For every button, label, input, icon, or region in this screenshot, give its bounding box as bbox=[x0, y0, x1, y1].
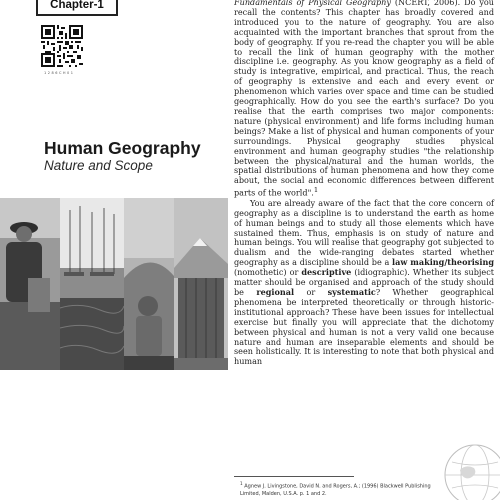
chapter-label: Chapter-1 bbox=[36, 0, 118, 16]
footnote-text: Agnew J. Livingstone, David N. and Rogers, A.; (1996) Blackwell Publishing Limited, Malden, U.S.A. p. 1 and 2. bbox=[240, 483, 431, 497]
body-text bbox=[234, 0, 494, 367]
qr-code-caption: 1 2 8 6 C H 0 1 bbox=[44, 71, 74, 75]
footnote bbox=[240, 480, 440, 498]
chapter-opening-panel bbox=[0, 0, 228, 500]
chapter-subtitle: Nature and Scope bbox=[44, 158, 153, 173]
photo-village bbox=[124, 198, 174, 370]
photo-mountain-hut bbox=[174, 198, 228, 370]
term-regional: regional bbox=[256, 286, 295, 297]
photo-collage bbox=[0, 198, 228, 370]
term-systematic: systematic bbox=[327, 286, 376, 297]
qr-code-icon[interactable] bbox=[41, 25, 83, 67]
photo-harbour bbox=[60, 198, 124, 370]
term-law-making: law making/theorising bbox=[392, 257, 494, 268]
footnote-number: 1 bbox=[240, 481, 243, 486]
globe-watermark-icon bbox=[440, 440, 500, 500]
footnote-divider bbox=[234, 476, 354, 477]
photo-farmer bbox=[0, 198, 60, 370]
paragraph-1: Fundamentals of Physical Geography (NCERT, 2006). Do you recall the contents? This chapter has broadly covered and introduced you to the nature of geography. You are also acquainted with the important branches that sprout from the body of geography. If you re-read the chapter you will be able to recall the link of human geography with the mother discipline i.e. geography. As you know geography as a field of study is integrative, empirical, and practical. Thus, the reach of geography is extensive and each and every event or phenomenon which varies over space and time can be studied geographically. How do you see the earth's surface? Do you realise that the earth comprises two major components: nature (physical environment) and life forms including human beings? Make a list of physical and human components of your surroundings. Physical geography studies physical environment and human geography studies "the relationship between the physical/natural and the human worlds, the spatial distributions of human phenomena and how they come about, the social and economic differences between different parts of the world".$^1$ bbox=[234, 0, 494, 199]
paragraph-2: You are already aware of the fact that the core concern of geography as a discipline is to understand the earth as home of human beings and to study all those elements which have sustained them. Thus, emphasis is on study of nature and human beings. You will realise that geography got subjected to dualism and the wide-ranging debates started whether geography as a discipline should be a law making/theorising (nomothetic) or descriptive (idiographic). Whether its subject matter should be organised and approach of the study should be regional or systematic? Whether geographical phenomena be interpreted theoretically or through historic-institutional approach? These have been issues for intellectual exercise but finally you will appreciate that the dichotomy between physical and human is not a very valid one because nature and human are inseparable elements and should be seen holistically. It is interesting to note that both physical and human bbox=[234, 197, 495, 367]
footnote-marker[interactable]: 1 bbox=[313, 186, 319, 195]
text-column bbox=[234, 0, 496, 500]
term-descriptive: descriptive bbox=[301, 267, 352, 278]
chapter-title: Human Geography bbox=[44, 138, 201, 158]
book-title-reference: Fundamentals of Physical Geography bbox=[234, 0, 391, 7]
